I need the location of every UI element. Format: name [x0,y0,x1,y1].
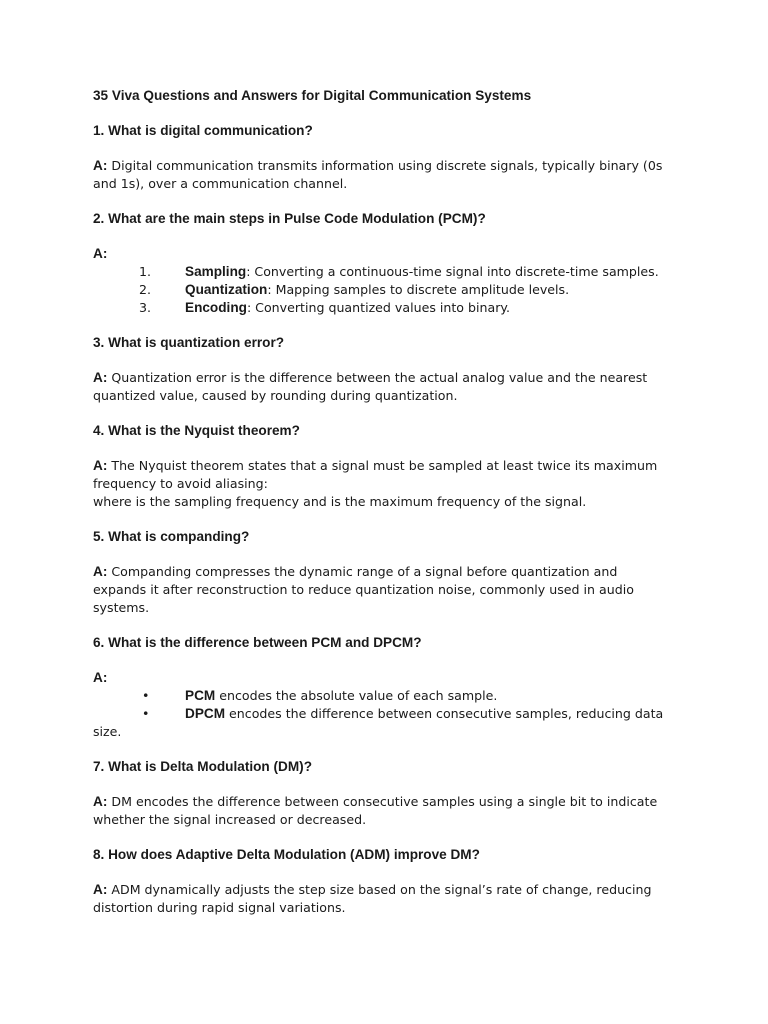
list-text: : Mapping samples to discrete amplitude levels. [267,282,570,297]
answer-3 [93,369,673,405]
list-text: : Converting a continuous-time signal into discrete-time samples. [246,264,659,279]
answer-text: The Nyquist theorem states that a signal must be sampled at least twice its maximum frequency to avoid aliasing: [93,458,658,491]
answer-label: A: [93,794,108,809]
list-text-continuation: size. [93,724,122,739]
answer-text: Companding compresses the dynamic range of a signal before quantization and expands it after reconstruction to reduce quantization noise, commonly used in audio systems. [93,564,634,615]
list-term: Sampling [185,264,247,279]
question-5: 5. What is companding? [93,529,250,544]
list-term: Encoding [185,300,247,315]
answer-text: DM encodes the difference between consecutive samples using a single bit to indicate whether the signal increased or decreased. [93,794,658,827]
question-8: 8. How does Adaptive Delta Modulation (ADM) improve DM? [93,847,480,862]
list-term: DPCM [185,706,226,721]
answer-7 [93,793,673,829]
question-3: 3. What is quantization error? [93,335,285,350]
answer-label: A: [93,370,108,385]
list-term: PCM [185,688,216,703]
list-text: encodes the difference between consecutive samples, reducing data [225,706,664,721]
answer-label: A: [93,458,108,473]
list-text: encodes the absolute value of each sample. [215,688,498,703]
list-item [93,281,673,299]
list-marker: 2. [139,282,152,297]
numbered-list [93,263,673,317]
answer-label: A: [93,670,108,685]
answer-label: A: [93,158,108,173]
answer-text: ADM dynamically adjusts the step size based on the signal’s rate of change, reducing distortion during rapid signal variations. [93,882,652,915]
answer-text: Quantization error is the difference between the actual analog value and the nearest quantized value, caused by rounding during quantization. [93,370,648,403]
answer-8 [93,881,673,917]
answer-text-line-2: where is the sampling frequency and is the maximum frequency of the signal. [93,494,587,509]
answer-5 [93,563,673,617]
answer-6 [93,669,673,687]
document-title: 35 Viva Questions and Answers for Digital Communication Systems [93,88,532,103]
list-item [93,299,673,317]
answer-label: A: [93,882,108,897]
answer-text: Digital communication transmits information using discrete signals, typically binary (0s and 1s), over a communication channel. [93,158,663,191]
bullet-list [93,687,673,741]
bullet-icon: • [142,706,150,721]
answer-4 [93,457,673,511]
list-item [93,687,673,705]
document-body [93,87,673,934]
question-6: 6. What is the difference between PCM and DPCM? [93,635,422,650]
question-4: 4. What is the Nyquist theorem? [93,423,300,438]
question-2: 2. What are the main steps in Pulse Code Modulation (PCM)? [93,211,486,226]
list-marker: 3. [139,300,152,315]
list-item [93,263,673,281]
bullet-icon: • [142,688,150,703]
answer-1 [93,157,673,193]
answer-label: A: [93,246,108,261]
list-item [93,705,673,741]
answer-label: A: [93,564,108,579]
list-marker: 1. [139,264,152,279]
list-term: Quantization [185,282,268,297]
question-1: 1. What is digital communication? [93,123,313,138]
answer-2 [93,245,673,263]
question-7: 7. What is Delta Modulation (DM)? [93,759,313,774]
list-text: : Converting quantized values into binary. [246,300,511,315]
